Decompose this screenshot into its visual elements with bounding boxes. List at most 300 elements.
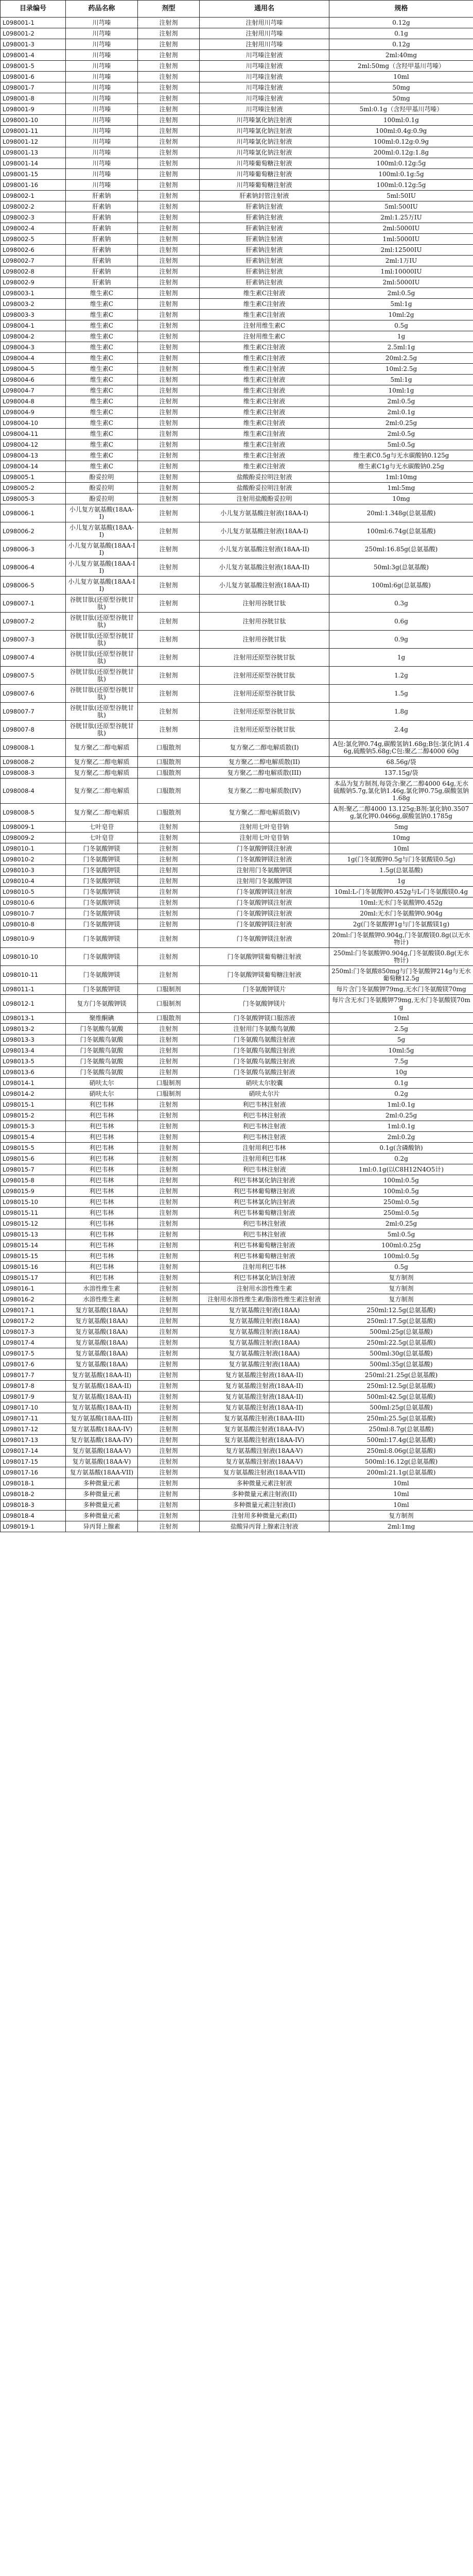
cell-drug-name: 门冬氨酸鸟氨酸 xyxy=(66,1024,138,1035)
cell-dosage-form: 注射剂 xyxy=(138,472,200,483)
cell-dosage-form: 注射剂 xyxy=(138,104,200,115)
cell-generic-name: 门冬氨酸鸟氨酸注射液 xyxy=(200,1067,329,1078)
cell-dosage-form: 注射剂 xyxy=(138,1197,200,1208)
cell-catalog-code: L098010-10 xyxy=(1,948,66,966)
header-generic-name: 通用名 xyxy=(200,1,329,18)
table-row xyxy=(1,1035,473,1045)
cell-drug-name: 门冬氨酸钾镁 xyxy=(66,876,138,887)
cell-generic-name: 复方氨基酸注射液(18AA-V) xyxy=(200,1456,329,1467)
cell-drug-name: 肝素钠 xyxy=(66,277,138,288)
cell-specification: 2g(门冬氨酸钾1g与门冬氨酸镁1g) xyxy=(329,919,473,930)
cell-drug-name: 川芎嗪 xyxy=(66,93,138,104)
cell-generic-name: 注射用多种微量元素(II) xyxy=(200,1511,329,1521)
cell-specification: 0.1g xyxy=(329,1078,473,1089)
cell-drug-name: 川芎嗪 xyxy=(66,104,138,115)
cell-dosage-form: 注射剂 xyxy=(138,483,200,494)
cell-drug-name: 维生素C xyxy=(66,385,138,396)
cell-catalog-code: L098008-2 xyxy=(1,757,66,768)
cell-generic-name: 维生素C注射液 xyxy=(200,439,329,450)
cell-drug-name: 维生素C xyxy=(66,310,138,320)
cell-specification: 5ml:1g xyxy=(329,375,473,385)
table-row xyxy=(1,180,473,191)
cell-drug-name: 复方氨基酸(18AA-IV) xyxy=(66,1435,138,1446)
cell-dosage-form: 注射剂 xyxy=(138,1099,200,1110)
cell-dosage-form: 注射剂 xyxy=(138,439,200,450)
cell-catalog-code: L098010-4 xyxy=(1,876,66,887)
table-row xyxy=(1,577,473,595)
cell-drug-name: 利巴韦林 xyxy=(66,1164,138,1175)
table-row xyxy=(1,1186,473,1197)
cell-specification: 0.2g xyxy=(329,1154,473,1164)
table-row xyxy=(1,331,473,342)
cell-dosage-form: 口服制剂 xyxy=(138,984,200,995)
cell-generic-name: 维生素C注射液 xyxy=(200,375,329,385)
cell-drug-name: 维生素C xyxy=(66,450,138,461)
cell-specification: 2.4g xyxy=(329,721,473,739)
cell-dosage-form: 注射剂 xyxy=(138,919,200,930)
cell-dosage-form: 注射剂 xyxy=(138,331,200,342)
table-row xyxy=(1,310,473,320)
cell-catalog-code: L098013-4 xyxy=(1,1045,66,1056)
cell-catalog-code: L098008-4 xyxy=(1,778,66,804)
cell-generic-name: 利巴韦林注射液 xyxy=(200,1218,329,1229)
table-row xyxy=(1,1489,473,1500)
cell-generic-name: 利巴韦林葡萄糖注射液 xyxy=(200,1251,329,1262)
table-row xyxy=(1,72,473,82)
cell-generic-name: 小儿复方氨基酸注射液(18AA-II) xyxy=(200,577,329,595)
cell-catalog-code: L098017-6 xyxy=(1,1359,66,1370)
cell-catalog-code: L098018-3 xyxy=(1,1500,66,1511)
cell-generic-name: 川芎嗪葡萄糖注射液 xyxy=(200,158,329,169)
cell-dosage-form: 口服制剂 xyxy=(138,995,200,1013)
cell-drug-name: 维生素C xyxy=(66,320,138,331)
cell-specification: 10ml:2.5g xyxy=(329,364,473,375)
table-row xyxy=(1,1229,473,1240)
cell-specification: 10ml xyxy=(329,72,473,82)
cell-catalog-code: L098017-12 xyxy=(1,1424,66,1435)
cell-catalog-code: L098017-2 xyxy=(1,1316,66,1327)
table-row xyxy=(1,833,473,843)
table-row xyxy=(1,169,473,180)
table-row xyxy=(1,147,473,158)
cell-dosage-form: 注射剂 xyxy=(138,1186,200,1197)
table-row xyxy=(1,1348,473,1359)
table-row xyxy=(1,1381,473,1392)
cell-dosage-form: 注射剂 xyxy=(138,1489,200,1500)
cell-specification: 1ml:0.1g xyxy=(329,1121,473,1132)
cell-specification: 250ml:25.5g(总氨基酸) xyxy=(329,1413,473,1424)
cell-catalog-code: L098004-2 xyxy=(1,331,66,342)
table-row xyxy=(1,540,473,558)
cell-catalog-code: L098008-3 xyxy=(1,768,66,778)
table-row xyxy=(1,277,473,288)
cell-specification: 100ml:0.12g:5g xyxy=(329,180,473,191)
cell-specification: 1ml:0.1g xyxy=(329,1099,473,1110)
cell-specification: 1g xyxy=(329,331,473,342)
cell-dosage-form: 口服散剂 xyxy=(138,1013,200,1024)
cell-generic-name: 小儿复方氨基酸注射液(18AA-II) xyxy=(200,558,329,577)
cell-dosage-form: 注射剂 xyxy=(138,1478,200,1489)
table-row xyxy=(1,804,473,822)
cell-drug-name: 利巴韦林 xyxy=(66,1251,138,1262)
cell-catalog-code: L098004-6 xyxy=(1,375,66,385)
cell-specification: 0.12g xyxy=(329,18,473,28)
cell-generic-name: 注射用水溶性维生素 xyxy=(200,1283,329,1294)
cell-catalog-code: L098006-3 xyxy=(1,540,66,558)
cell-generic-name: 注射用门冬氨酸钾镁 xyxy=(200,865,329,876)
cell-specification: 每片含无水门冬氨酸钾79mg,无水门冬氨酸镁70mg xyxy=(329,995,473,1013)
cell-specification: 本品为复方制剂,每袋含:聚乙二醇4000 64g,无水硫酸钠5.7g,氯化钠1.46g,氯化钾0.75g,碳酸氢钠1.68g xyxy=(329,778,473,804)
cell-drug-name: 维生素C xyxy=(66,375,138,385)
cell-specification: 100ml:0.12g:0.9g xyxy=(329,137,473,147)
cell-generic-name: 复方氨基酸注射液(18AA) xyxy=(200,1316,329,1327)
cell-dosage-form: 注射剂 xyxy=(138,223,200,234)
cell-catalog-code: L098001-5 xyxy=(1,61,66,72)
table-row xyxy=(1,1240,473,1251)
cell-generic-name: 注射用维生素C xyxy=(200,331,329,342)
table-body xyxy=(1,18,473,1532)
table-row xyxy=(1,494,473,504)
cell-drug-name: 七叶皂苷 xyxy=(66,822,138,833)
cell-specification: 500ml:16.12g(总氨基酸) xyxy=(329,1456,473,1467)
cell-dosage-form: 注射剂 xyxy=(138,1110,200,1121)
table-row xyxy=(1,1294,473,1305)
cell-catalog-code: L098011-1 xyxy=(1,984,66,995)
cell-dosage-form: 口服制剂 xyxy=(138,1089,200,1099)
table-row xyxy=(1,104,473,115)
cell-generic-name: 复方氨基酸注射液(18AA-II) xyxy=(200,1370,329,1381)
table-row xyxy=(1,1435,473,1446)
cell-catalog-code: L098017-13 xyxy=(1,1435,66,1446)
table-row xyxy=(1,1456,473,1467)
cell-dosage-form: 口服散剂 xyxy=(138,778,200,804)
cell-catalog-code: L098010-3 xyxy=(1,865,66,876)
table-row xyxy=(1,721,473,739)
cell-specification: 复方制剂 xyxy=(329,1283,473,1294)
table-row xyxy=(1,256,473,266)
cell-catalog-code: L098006-4 xyxy=(1,558,66,577)
cell-drug-name: 复方聚乙二醇电解质 xyxy=(66,757,138,768)
cell-catalog-code: L098004-1 xyxy=(1,320,66,331)
cell-generic-name: 维生素C注射液 xyxy=(200,385,329,396)
cell-dosage-form: 注射剂 xyxy=(138,504,200,522)
cell-specification: 250ml:8.7g(总氨基酸) xyxy=(329,1424,473,1435)
cell-specification: 1ml:0.1g(以C8H12N4O5计) xyxy=(329,1164,473,1175)
cell-specification: 200ml:21.1g(总氨基酸) xyxy=(329,1467,473,1478)
table-row xyxy=(1,82,473,93)
cell-drug-name: 肝素钠 xyxy=(66,266,138,277)
cell-drug-name: 利巴韦林 xyxy=(66,1273,138,1283)
cell-drug-name: 川芎嗪 xyxy=(66,137,138,147)
cell-drug-name: 异丙肾上腺素 xyxy=(66,1521,138,1532)
cell-generic-name: 门冬氨酸钾镁片 xyxy=(200,995,329,1013)
cell-dosage-form: 注射剂 xyxy=(138,558,200,577)
cell-drug-name: 小儿复方氨基酸(18AA-I) xyxy=(66,522,138,540)
cell-dosage-form: 注射剂 xyxy=(138,1132,200,1143)
cell-catalog-code: L098001-7 xyxy=(1,82,66,93)
cell-dosage-form: 注射剂 xyxy=(138,201,200,212)
cell-specification: 100ml:0.4g:0.9g xyxy=(329,126,473,137)
cell-drug-name: 聚维酮碘 xyxy=(66,1013,138,1024)
cell-specification: 0.2g xyxy=(329,1089,473,1099)
cell-drug-name: 利巴韦林 xyxy=(66,1208,138,1218)
cell-drug-name: 谷胱甘肽(还原型谷胱甘肽) xyxy=(66,649,138,667)
cell-generic-name: 注射用维生素C xyxy=(200,320,329,331)
cell-dosage-form: 注射剂 xyxy=(138,1143,200,1154)
cell-dosage-form: 注射剂 xyxy=(138,126,200,137)
table-row xyxy=(1,234,473,245)
cell-catalog-code: L098001-8 xyxy=(1,93,66,104)
cell-dosage-form: 注射剂 xyxy=(138,266,200,277)
cell-generic-name: 注射用还原型谷胱甘肽 xyxy=(200,685,329,703)
cell-generic-name: 注射用七叶皂苷钠 xyxy=(200,833,329,843)
cell-drug-name: 复方氨基酸(18AA-III) xyxy=(66,1413,138,1424)
cell-specification: 1ml:5mg xyxy=(329,483,473,494)
cell-catalog-code: L098015-16 xyxy=(1,1262,66,1273)
cell-generic-name: 注射用还原型谷胱甘肽 xyxy=(200,667,329,685)
cell-drug-name: 川芎嗪 xyxy=(66,158,138,169)
table-row xyxy=(1,245,473,256)
table-row xyxy=(1,1511,473,1521)
cell-generic-name: 注射用川芎嗪 xyxy=(200,18,329,28)
cell-specification: 500ml:35g(总氨基酸) xyxy=(329,1359,473,1370)
cell-drug-name: 门冬氨酸鸟氨酸 xyxy=(66,1035,138,1045)
cell-dosage-form: 注射剂 xyxy=(138,887,200,897)
cell-generic-name: 注射用还原型谷胱甘肽 xyxy=(200,649,329,667)
cell-catalog-code: L098013-5 xyxy=(1,1056,66,1067)
cell-dosage-form: 注射剂 xyxy=(138,234,200,245)
cell-generic-name: 川芎嗪葡萄糖注射液 xyxy=(200,180,329,191)
cell-generic-name: 注射用谷胱甘肽 xyxy=(200,613,329,631)
cell-specification: 100ml:0.1g xyxy=(329,115,473,126)
cell-drug-name: 小儿复方氨基酸(18AA-II) xyxy=(66,540,138,558)
cell-generic-name: 复方氨基酸注射液(18AA-III) xyxy=(200,1413,329,1424)
cell-drug-name: 复方氨基酸(18AA) xyxy=(66,1316,138,1327)
cell-dosage-form: 注射剂 xyxy=(138,375,200,385)
cell-drug-name: 利巴韦林 xyxy=(66,1154,138,1164)
cell-specification: 复方制剂 xyxy=(329,1294,473,1305)
table-row xyxy=(1,522,473,540)
cell-specification: 2ml:0.5g xyxy=(329,396,473,407)
cell-generic-name: 多种微量元素注射液 xyxy=(200,1478,329,1489)
cell-dosage-form: 注射剂 xyxy=(138,1392,200,1402)
table-row xyxy=(1,364,473,375)
cell-catalog-code: L098018-2 xyxy=(1,1489,66,1500)
cell-catalog-code: L098013-2 xyxy=(1,1024,66,1035)
cell-specification: 100ml:0.5g xyxy=(329,1186,473,1197)
cell-dosage-form: 注射剂 xyxy=(138,908,200,919)
cell-catalog-code: L098004-3 xyxy=(1,342,66,353)
cell-generic-name: 门冬氨酸鸟氨酸注射液 xyxy=(200,1056,329,1067)
cell-drug-name: 复方聚乙二醇电解质 xyxy=(66,739,138,757)
cell-specification: 500ml:17.4g(总氨基酸) xyxy=(329,1435,473,1446)
cell-catalog-code: L098013-1 xyxy=(1,1013,66,1024)
cell-catalog-code: L098004-13 xyxy=(1,450,66,461)
cell-generic-name: 川芎嗪氯化钠注射液 xyxy=(200,147,329,158)
cell-dosage-form: 注射剂 xyxy=(138,212,200,223)
cell-generic-name: 注射用门冬氨酸钾镁 xyxy=(200,876,329,887)
cell-dosage-form: 注射剂 xyxy=(138,1175,200,1186)
cell-specification: 1ml:10mg xyxy=(329,472,473,483)
table-row xyxy=(1,930,473,948)
cell-catalog-code: L098002-4 xyxy=(1,223,66,234)
cell-specification: 137.15g/袋 xyxy=(329,768,473,778)
table-row xyxy=(1,126,473,137)
cell-drug-name: 门冬氨酸钾镁 xyxy=(66,948,138,966)
table-row xyxy=(1,115,473,126)
cell-catalog-code: L098005-3 xyxy=(1,494,66,504)
cell-specification: 250ml:12.5g(总氨基酸) xyxy=(329,1381,473,1392)
cell-specification: 10ml xyxy=(329,1489,473,1500)
cell-drug-name: 维生素C xyxy=(66,288,138,299)
cell-specification: 0.5g xyxy=(329,320,473,331)
cell-specification: 50mg xyxy=(329,93,473,104)
table-row xyxy=(1,1024,473,1035)
cell-drug-name: 门冬氨酸钾镁 xyxy=(66,984,138,995)
cell-specification: 2ml:40mg xyxy=(329,50,473,61)
cell-dosage-form: 注射剂 xyxy=(138,613,200,631)
table-row xyxy=(1,472,473,483)
cell-specification: 1.5g xyxy=(329,685,473,703)
cell-drug-name: 复方聚乙二醇电解质 xyxy=(66,804,138,822)
cell-dosage-form: 注射剂 xyxy=(138,721,200,739)
table-row xyxy=(1,1045,473,1056)
cell-dosage-form: 注射剂 xyxy=(138,540,200,558)
cell-dosage-form: 注射剂 xyxy=(138,93,200,104)
table-row xyxy=(1,1467,473,1478)
cell-specification: 250ml:8.06g(总氨基酸) xyxy=(329,1446,473,1456)
cell-dosage-form: 注射剂 xyxy=(138,1381,200,1392)
table-row xyxy=(1,1413,473,1424)
cell-catalog-code: L098007-4 xyxy=(1,649,66,667)
cell-specification: 10ml xyxy=(329,1500,473,1511)
cell-generic-name: 门冬氨酸钾镁注射液 xyxy=(200,854,329,865)
cell-dosage-form: 注射剂 xyxy=(138,72,200,82)
cell-generic-name: 利巴韦林注射液 xyxy=(200,1164,329,1175)
cell-catalog-code: L098007-8 xyxy=(1,721,66,739)
cell-drug-name: 复方氨基酸(18AA-V) xyxy=(66,1456,138,1467)
table-row xyxy=(1,757,473,768)
table-row xyxy=(1,61,473,72)
cell-dosage-form: 注射剂 xyxy=(138,948,200,966)
cell-specification: 20ml:门冬氨酸钾0.904g,门冬氨酸镁0.8g(以无水物计) xyxy=(329,930,473,948)
cell-generic-name: 维生素C注射液 xyxy=(200,396,329,407)
cell-drug-name: 维生素C xyxy=(66,353,138,364)
cell-specification: 2ml:0.25g xyxy=(329,1218,473,1229)
cell-drug-name: 利巴韦林 xyxy=(66,1132,138,1143)
table-row xyxy=(1,299,473,310)
cell-generic-name: 利巴韦林葡萄糖注射液 xyxy=(200,1208,329,1218)
cell-specification: 1ml:5000IU xyxy=(329,234,473,245)
table-row xyxy=(1,1110,473,1121)
cell-catalog-code: L098017-5 xyxy=(1,1348,66,1359)
cell-catalog-code: L098002-1 xyxy=(1,191,66,201)
cell-generic-name: 注射用川芎嗪 xyxy=(200,28,329,39)
cell-dosage-form: 注射剂 xyxy=(138,1218,200,1229)
cell-specification: 2ml:5000IU xyxy=(329,277,473,288)
table-header-row xyxy=(1,1,473,18)
cell-catalog-code: L098012-1 xyxy=(1,995,66,1013)
table-row xyxy=(1,1218,473,1229)
cell-generic-name: 复方聚乙二醇电解质散(IV) xyxy=(200,778,329,804)
cell-catalog-code: L098003-2 xyxy=(1,299,66,310)
table-row xyxy=(1,1067,473,1078)
table-row xyxy=(1,1500,473,1511)
cell-catalog-code: L098004-10 xyxy=(1,418,66,429)
cell-generic-name: 门冬氨酸钾镁口服溶液 xyxy=(200,1013,329,1024)
cell-dosage-form: 注射剂 xyxy=(138,1413,200,1424)
cell-drug-name: 谷胱甘肽(还原型谷胱甘肽) xyxy=(66,703,138,721)
table-row xyxy=(1,342,473,353)
cell-catalog-code: L098001-2 xyxy=(1,28,66,39)
cell-drug-name: 复方氨基酸(18AA-VII) xyxy=(66,1467,138,1478)
header-specification: 规格 xyxy=(329,1,473,18)
table-row xyxy=(1,595,473,613)
table-row xyxy=(1,876,473,887)
cell-specification: 100ml:0.5g xyxy=(329,1251,473,1262)
cell-dosage-form: 注射剂 xyxy=(138,385,200,396)
cell-catalog-code: L098004-9 xyxy=(1,407,66,418)
cell-drug-name: 谷胱甘肽(还原型谷胱甘肽) xyxy=(66,631,138,649)
table-row xyxy=(1,1132,473,1143)
cell-drug-name: 复方氨基酸(18AA) xyxy=(66,1359,138,1370)
cell-catalog-code: L098008-1 xyxy=(1,739,66,757)
cell-dosage-form: 注射剂 xyxy=(138,631,200,649)
cell-specification: 200ml:0.12g:1.8g xyxy=(329,147,473,158)
cell-generic-name: 川芎嗪注射液 xyxy=(200,93,329,104)
cell-specification: 250ml:21.25g(总氨基酸) xyxy=(329,1370,473,1381)
cell-generic-name: 注射用门冬氨酸鸟氨酸 xyxy=(200,1024,329,1035)
cell-dosage-form: 注射剂 xyxy=(138,1424,200,1435)
cell-specification: 1.2g xyxy=(329,667,473,685)
cell-generic-name: 复方氨基酸注射液(18AA) xyxy=(200,1305,329,1316)
cell-dosage-form: 注射剂 xyxy=(138,353,200,364)
cell-catalog-code: L098001-3 xyxy=(1,39,66,50)
cell-specification: 500ml:25g(总氨基酸) xyxy=(329,1327,473,1337)
cell-specification: 10ml xyxy=(329,1478,473,1489)
cell-drug-name: 川芎嗪 xyxy=(66,72,138,82)
cell-dosage-form: 注射剂 xyxy=(138,310,200,320)
cell-catalog-code: L098005-1 xyxy=(1,472,66,483)
cell-specification: 维生素C1g与无水碳酸钠0.25g xyxy=(329,461,473,472)
cell-specification: A包:氯化钾0.74g,碳酸氢钠1.68g;B包:氯化钠1.46g,硫酸钠5.68g;C包:聚乙二醇4000 60g xyxy=(329,739,473,757)
cell-catalog-code: L098018-4 xyxy=(1,1511,66,1521)
table-row xyxy=(1,822,473,833)
table-row xyxy=(1,1521,473,1532)
cell-generic-name: 利巴韦林葡萄糖注射液 xyxy=(200,1186,329,1197)
cell-catalog-code: L098001-9 xyxy=(1,104,66,115)
cell-drug-name: 复方氨基酸(18AA-II) xyxy=(66,1392,138,1402)
cell-specification: 2ml:0.1g xyxy=(329,407,473,418)
cell-catalog-code: L098015-8 xyxy=(1,1175,66,1186)
table-row xyxy=(1,667,473,685)
table-row xyxy=(1,375,473,385)
cell-generic-name: 维生素C注射液 xyxy=(200,364,329,375)
table-row xyxy=(1,865,473,876)
cell-catalog-code: L098002-8 xyxy=(1,266,66,277)
cell-catalog-code: L098018-1 xyxy=(1,1478,66,1489)
cell-dosage-form: 注射剂 xyxy=(138,1467,200,1478)
cell-generic-name: 复方氨基酸注射液(18AA-IV) xyxy=(200,1435,329,1446)
cell-drug-name: 谷胱甘肽(还原型谷胱甘肽) xyxy=(66,613,138,631)
cell-dosage-form: 注射剂 xyxy=(138,1045,200,1056)
cell-drug-name: 水溶性维生素 xyxy=(66,1294,138,1305)
cell-catalog-code: L098007-7 xyxy=(1,703,66,721)
cell-catalog-code: L098016-1 xyxy=(1,1283,66,1294)
cell-drug-name: 门冬氨酸鸟氨酸 xyxy=(66,1067,138,1078)
cell-generic-name: 复方氨基酸注射液(18AA) xyxy=(200,1359,329,1370)
cell-catalog-code: L098008-5 xyxy=(1,804,66,822)
